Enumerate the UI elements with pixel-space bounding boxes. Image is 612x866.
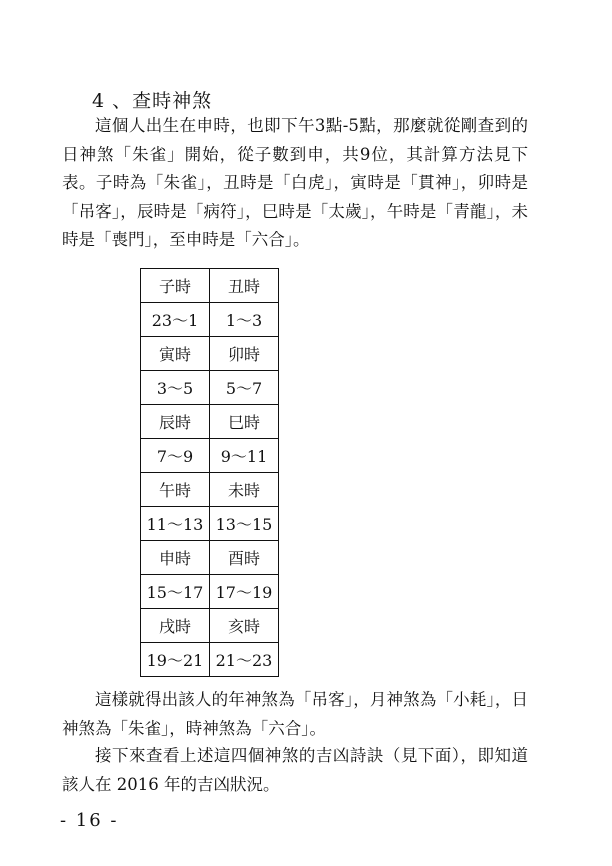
table-cell: 午時 (141, 473, 210, 507)
table-cell: 7～9 (141, 439, 210, 473)
table-cell: 亥時 (210, 609, 279, 643)
table-row (141, 371, 279, 405)
hour-table (140, 268, 279, 677)
table-cell: 戌時 (141, 609, 210, 643)
table-cell: 酉時 (210, 541, 279, 575)
table-cell: 9～11 (210, 439, 279, 473)
table-row (141, 405, 279, 439)
table-row (141, 541, 279, 575)
table-cell: 17～19 (210, 575, 279, 609)
table-cell: 5～7 (210, 371, 279, 405)
table-row (141, 507, 279, 541)
table-cell: 23～1 (141, 303, 210, 337)
page-number: - 16 - (60, 810, 119, 831)
table-row (141, 473, 279, 507)
section-heading: 4 、查時神煞 (92, 90, 213, 112)
table-cell: 巳時 (210, 405, 279, 439)
table-cell: 丑時 (210, 269, 279, 303)
table-cell: 19～21 (141, 643, 210, 677)
table-cell: 3～5 (141, 371, 210, 405)
table-cell: 卯時 (210, 337, 279, 371)
table-cell: 申時 (141, 541, 210, 575)
paragraph-hour-explanation: 這個人出生在申時，也即下午3點-5點，那麼就從剛查到的日神煞「朱雀」開始，從子數到申，共9位，其計算方法見下表。子時為「朱雀」，丑時是「白虎」，寅時是「貫神」，卯時是「吊客」，辰時是「病符」，巳時是「太歲」，午時是「青龍」，未時是「喪門」，至申時是「六合」。 (62, 116, 528, 249)
table-cell: 11～13 (141, 507, 210, 541)
table-cell: 15～17 (141, 575, 210, 609)
table-cell: 21～23 (210, 643, 279, 677)
paragraph-result: 這樣就得出該人的年神煞為「吊客」，月神煞為「小耗」，日神煞為「朱雀」，時神煞為「六合」。 (62, 690, 528, 738)
table-row (141, 269, 279, 303)
table-row (141, 439, 279, 473)
paragraph-next-step: 接下來查看上述這四個神煞的吉凶詩訣（見下面），即知道該人在 2016 年的吉凶狀況。 (62, 746, 528, 794)
table-row (141, 575, 279, 609)
table-cell: 1～3 (210, 303, 279, 337)
table-cell: 辰時 (141, 405, 210, 439)
table-row (141, 609, 279, 643)
table-row (141, 337, 279, 371)
table-cell: 未時 (210, 473, 279, 507)
table-row (141, 303, 279, 337)
table-cell: 寅時 (141, 337, 210, 371)
table-row (141, 643, 279, 677)
table-cell: 子時 (141, 269, 210, 303)
table-cell: 13～15 (210, 507, 279, 541)
